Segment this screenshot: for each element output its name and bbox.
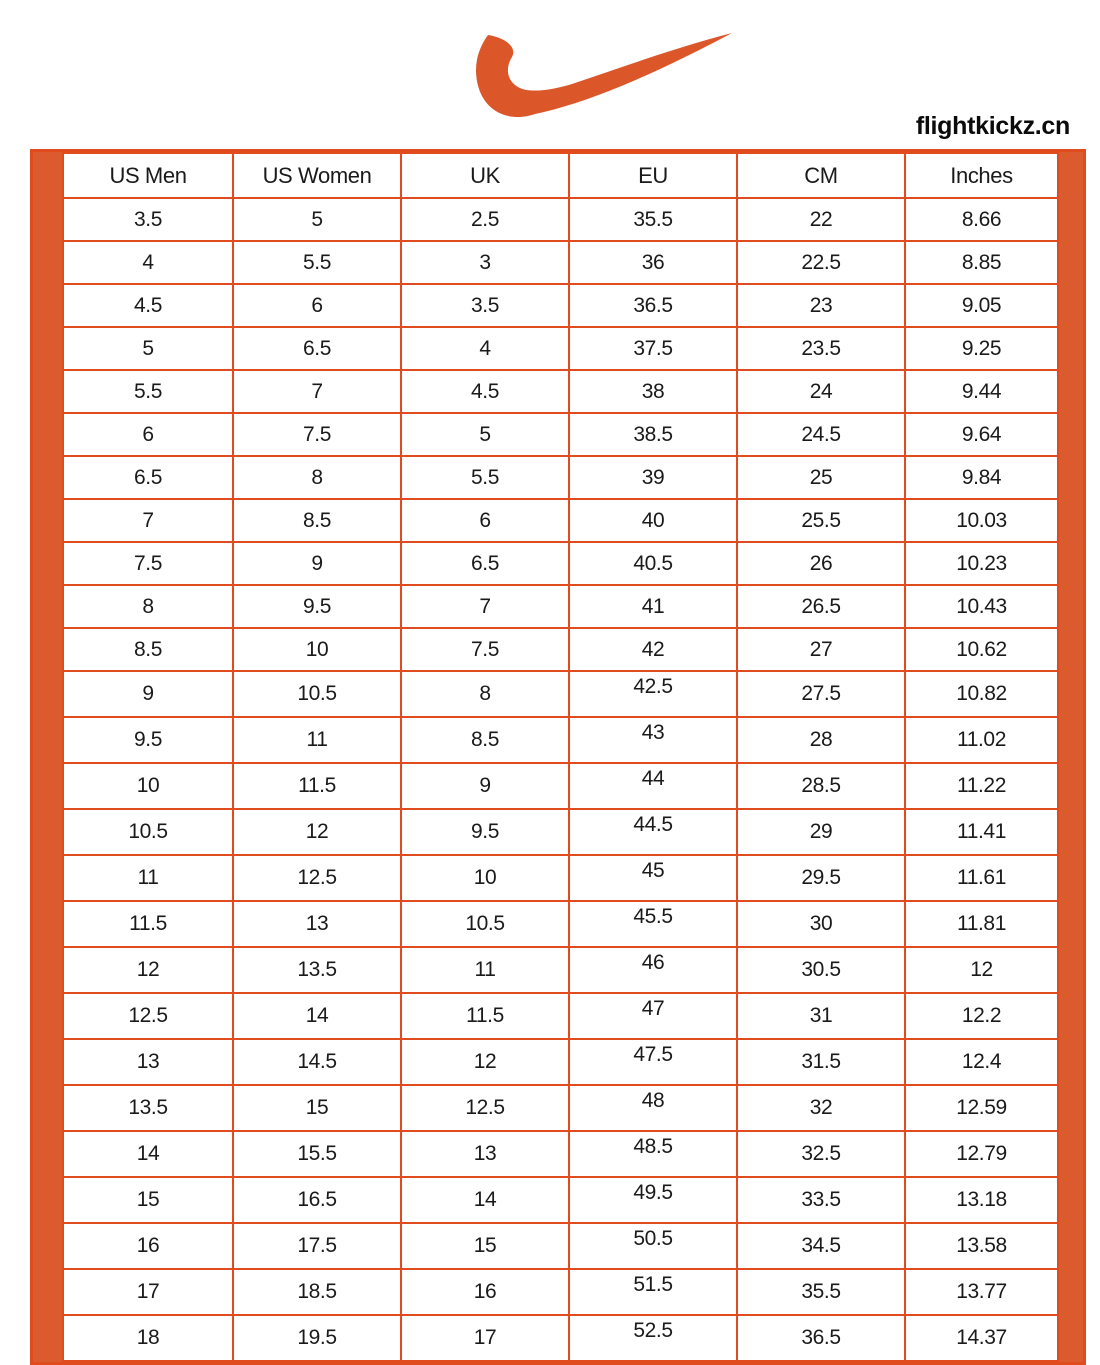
size-conversion-table — [62, 152, 1059, 1362]
size-cell: 42 — [569, 628, 737, 671]
table-row — [63, 1315, 1058, 1361]
size-cell: 8.5 — [63, 628, 233, 671]
right-accent-bar — [1059, 152, 1083, 1362]
size-cell: 40.5 — [569, 542, 737, 585]
size-cell: 11.5 — [401, 993, 569, 1039]
size-cell: 12.79 — [905, 1131, 1058, 1177]
size-cell: 6.5 — [233, 327, 401, 370]
size-cell: 11.81 — [905, 901, 1058, 947]
size-cell: 10.82 — [905, 671, 1058, 717]
size-cell: 17 — [401, 1315, 569, 1361]
size-cell: 42.5 — [569, 671, 737, 717]
size-cell: 52.5 — [569, 1315, 737, 1361]
size-cell: 6 — [401, 499, 569, 542]
table-row — [63, 855, 1058, 901]
column-header: CM — [737, 153, 905, 198]
size-cell: 11.5 — [63, 901, 233, 947]
table-row — [63, 1269, 1058, 1315]
size-cell: 16.5 — [233, 1177, 401, 1223]
table-row — [63, 809, 1058, 855]
size-cell: 8.66 — [905, 198, 1058, 241]
size-cell: 5.5 — [233, 241, 401, 284]
size-cell: 36 — [569, 241, 737, 284]
size-cell: 8 — [63, 585, 233, 628]
size-cell: 13.18 — [905, 1177, 1058, 1223]
size-cell: 2.5 — [401, 198, 569, 241]
size-cell: 51.5 — [569, 1269, 737, 1315]
size-cell: 9.44 — [905, 370, 1058, 413]
size-cell: 8.5 — [401, 717, 569, 763]
nike-swoosh-icon — [476, 30, 732, 120]
column-header: UK — [401, 153, 569, 198]
size-cell: 12.59 — [905, 1085, 1058, 1131]
size-cell: 9 — [401, 763, 569, 809]
size-cell: 7.5 — [63, 542, 233, 585]
size-cell: 30 — [737, 901, 905, 947]
size-cell: 9 — [233, 542, 401, 585]
size-cell: 48 — [569, 1085, 737, 1131]
size-cell: 12 — [63, 947, 233, 993]
size-cell: 33.5 — [737, 1177, 905, 1223]
size-cell: 45.5 — [569, 901, 737, 947]
size-cell: 11.61 — [905, 855, 1058, 901]
size-cell: 12 — [233, 809, 401, 855]
size-cell: 4 — [63, 241, 233, 284]
size-cell: 10 — [401, 855, 569, 901]
size-cell: 10.03 — [905, 499, 1058, 542]
size-cell: 23.5 — [737, 327, 905, 370]
size-cell: 41 — [569, 585, 737, 628]
table-row — [63, 585, 1058, 628]
size-cell: 11 — [233, 717, 401, 763]
table-row — [63, 370, 1058, 413]
size-cell: 14 — [233, 993, 401, 1039]
size-cell: 13 — [63, 1039, 233, 1085]
size-cell: 30.5 — [737, 947, 905, 993]
column-header: US Men — [63, 153, 233, 198]
size-cell: 12.5 — [233, 855, 401, 901]
size-cell: 5 — [63, 327, 233, 370]
size-cell: 4 — [401, 327, 569, 370]
size-cell: 32 — [737, 1085, 905, 1131]
size-cell: 48.5 — [569, 1131, 737, 1177]
size-cell: 11.02 — [905, 717, 1058, 763]
size-cell: 36.5 — [569, 284, 737, 327]
size-cell: 44 — [569, 763, 737, 809]
size-cell: 7.5 — [233, 413, 401, 456]
size-cell: 31 — [737, 993, 905, 1039]
size-cell: 38.5 — [569, 413, 737, 456]
table-row — [63, 1223, 1058, 1269]
size-cell: 9.84 — [905, 456, 1058, 499]
size-cell: 6 — [63, 413, 233, 456]
size-cell: 26.5 — [737, 585, 905, 628]
size-cell: 12.5 — [401, 1085, 569, 1131]
size-cell: 11.5 — [233, 763, 401, 809]
table-row — [63, 671, 1058, 717]
size-cell: 9.5 — [233, 585, 401, 628]
size-cell: 13 — [401, 1131, 569, 1177]
size-cell: 8.5 — [233, 499, 401, 542]
size-cell: 12.2 — [905, 993, 1058, 1039]
table-row — [63, 499, 1058, 542]
size-cell: 13.77 — [905, 1269, 1058, 1315]
size-cell: 17.5 — [233, 1223, 401, 1269]
table-row — [63, 993, 1058, 1039]
size-cell: 9 — [63, 671, 233, 717]
table-row — [63, 628, 1058, 671]
size-cell: 3 — [401, 241, 569, 284]
column-header: Inches — [905, 153, 1058, 198]
size-cell: 7 — [63, 499, 233, 542]
size-cell: 27 — [737, 628, 905, 671]
size-cell: 9.05 — [905, 284, 1058, 327]
size-cell: 10.43 — [905, 585, 1058, 628]
size-cell: 11 — [63, 855, 233, 901]
size-cell: 14.37 — [905, 1315, 1058, 1361]
size-cell: 5.5 — [401, 456, 569, 499]
size-cell: 13.58 — [905, 1223, 1058, 1269]
size-cell: 25.5 — [737, 499, 905, 542]
size-cell: 22 — [737, 198, 905, 241]
size-cell: 43 — [569, 717, 737, 763]
size-cell: 10.5 — [401, 901, 569, 947]
size-cell: 9.5 — [401, 809, 569, 855]
table-row — [63, 456, 1058, 499]
size-cell: 16 — [401, 1269, 569, 1315]
size-cell: 18.5 — [233, 1269, 401, 1315]
size-cell: 3.5 — [63, 198, 233, 241]
size-cell: 13.5 — [233, 947, 401, 993]
size-cell: 10.62 — [905, 628, 1058, 671]
size-cell: 26 — [737, 542, 905, 585]
table-row — [63, 1177, 1058, 1223]
size-cell: 8 — [233, 456, 401, 499]
size-cell: 13 — [233, 901, 401, 947]
size-cell: 38 — [569, 370, 737, 413]
size-cell: 12 — [905, 947, 1058, 993]
size-cell: 44.5 — [569, 809, 737, 855]
size-cell: 17 — [63, 1269, 233, 1315]
size-cell: 9.64 — [905, 413, 1058, 456]
size-cell: 40 — [569, 499, 737, 542]
size-cell: 34.5 — [737, 1223, 905, 1269]
size-cell: 10.23 — [905, 542, 1058, 585]
size-cell: 37.5 — [569, 327, 737, 370]
size-cell: 9.5 — [63, 717, 233, 763]
size-cell: 23 — [737, 284, 905, 327]
size-cell: 46 — [569, 947, 737, 993]
size-cell: 15 — [63, 1177, 233, 1223]
size-cell: 14.5 — [233, 1039, 401, 1085]
size-cell: 18 — [63, 1315, 233, 1361]
size-cell: 12.4 — [905, 1039, 1058, 1085]
size-cell: 9.25 — [905, 327, 1058, 370]
size-cell: 11.22 — [905, 763, 1058, 809]
header-row — [63, 153, 1058, 198]
size-cell: 12.5 — [63, 993, 233, 1039]
size-cell: 24 — [737, 370, 905, 413]
size-cell: 6.5 — [401, 542, 569, 585]
table-row — [63, 284, 1058, 327]
table-row — [63, 1085, 1058, 1131]
size-cell: 35.5 — [569, 198, 737, 241]
size-cell: 3.5 — [401, 284, 569, 327]
size-cell: 49.5 — [569, 1177, 737, 1223]
table-row — [63, 542, 1058, 585]
size-cell: 35.5 — [737, 1269, 905, 1315]
table-row — [63, 947, 1058, 993]
size-cell: 6 — [233, 284, 401, 327]
size-cell: 12 — [401, 1039, 569, 1085]
size-cell: 11 — [401, 947, 569, 993]
size-cell: 28.5 — [737, 763, 905, 809]
size-cell: 47 — [569, 993, 737, 1039]
table-body — [63, 198, 1058, 1361]
size-cell: 10 — [233, 628, 401, 671]
size-cell: 29.5 — [737, 855, 905, 901]
size-cell: 27.5 — [737, 671, 905, 717]
size-cell: 8.85 — [905, 241, 1058, 284]
size-cell: 47.5 — [569, 1039, 737, 1085]
size-cell: 4.5 — [401, 370, 569, 413]
table-row — [63, 763, 1058, 809]
size-cell: 22.5 — [737, 241, 905, 284]
size-chart-sheet — [30, 149, 1086, 1365]
size-cell: 8 — [401, 671, 569, 717]
table-row — [63, 1039, 1058, 1085]
website-label: flightkickz.cn — [915, 112, 1070, 140]
size-cell: 7 — [401, 585, 569, 628]
table-row — [63, 198, 1058, 241]
size-cell: 10.5 — [233, 671, 401, 717]
size-cell: 50.5 — [569, 1223, 737, 1269]
size-cell: 5 — [401, 413, 569, 456]
size-cell: 45 — [569, 855, 737, 901]
size-cell: 19.5 — [233, 1315, 401, 1361]
size-cell: 5.5 — [63, 370, 233, 413]
left-accent-bar — [33, 152, 62, 1362]
column-header: US Women — [233, 153, 401, 198]
size-cell: 14 — [63, 1131, 233, 1177]
size-cell: 25 — [737, 456, 905, 499]
size-cell: 11.41 — [905, 809, 1058, 855]
size-cell: 16 — [63, 1223, 233, 1269]
table-row — [63, 901, 1058, 947]
size-cell: 24.5 — [737, 413, 905, 456]
size-cell: 32.5 — [737, 1131, 905, 1177]
size-cell: 15 — [401, 1223, 569, 1269]
table-row — [63, 413, 1058, 456]
table-row — [63, 1131, 1058, 1177]
size-cell: 7 — [233, 370, 401, 413]
size-cell: 29 — [737, 809, 905, 855]
size-cell: 15.5 — [233, 1131, 401, 1177]
size-cell: 7.5 — [401, 628, 569, 671]
size-cell: 5 — [233, 198, 401, 241]
table-row — [63, 327, 1058, 370]
size-cell: 4.5 — [63, 284, 233, 327]
size-cell: 10 — [63, 763, 233, 809]
table-row — [63, 241, 1058, 284]
table-row — [63, 717, 1058, 763]
size-cell: 6.5 — [63, 456, 233, 499]
size-cell: 14 — [401, 1177, 569, 1223]
column-header: EU — [569, 153, 737, 198]
size-cell: 31.5 — [737, 1039, 905, 1085]
size-cell: 15 — [233, 1085, 401, 1131]
size-cell: 36.5 — [737, 1315, 905, 1361]
size-cell: 13.5 — [63, 1085, 233, 1131]
size-cell: 28 — [737, 717, 905, 763]
size-cell: 10.5 — [63, 809, 233, 855]
size-cell: 39 — [569, 456, 737, 499]
